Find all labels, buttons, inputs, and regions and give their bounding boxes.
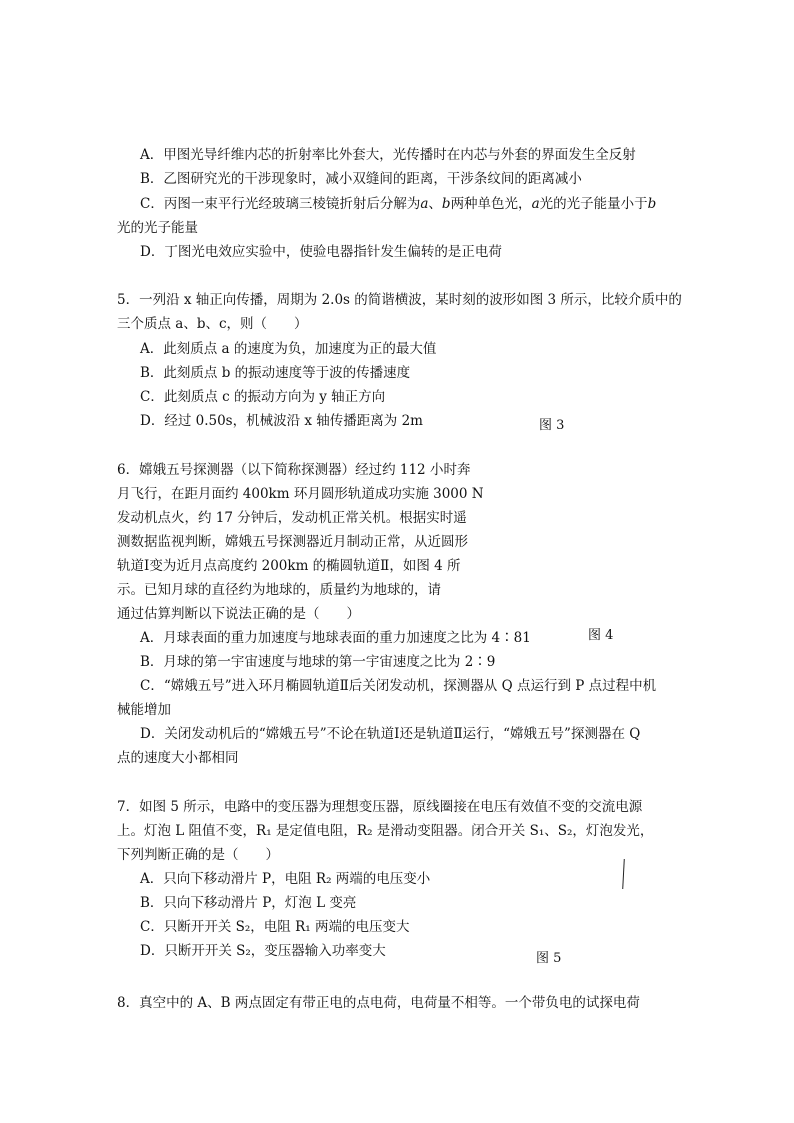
q7-option-b: B．只向下移动滑片 P，灯泡 L 变亮: [140, 895, 357, 911]
q4-option-c-a2: a: [531, 196, 540, 212]
q4-option-c-a: a: [420, 196, 429, 212]
q4-option-d: D．丁图光电效应实验中，使验电器指针发生偏转的是正电荷: [140, 244, 502, 260]
q5-option-c: C．此刻质点 c 的振动方向为 y 轴正方向: [140, 389, 386, 405]
q7-stem-line1: 7．如图 5 所示，电路中的变压器为理想变压器，原线圈接在电压有效值不变的交流电源: [117, 799, 643, 815]
q4-option-c-cont: 光的光子能量: [117, 220, 198, 236]
figure-3-label: 图 3: [539, 418, 565, 433]
figure-5-fragment: [622, 859, 625, 889]
q6-option-d-line2: 点的速度大小都相同: [117, 750, 239, 766]
figure-5-label: 图 5: [536, 951, 562, 966]
q6-stem-line2: 月飞行，在距月面约 400km 环月圆形轨道成功实施 3000 N: [117, 486, 484, 502]
q6-stem-line5: 轨道Ⅰ变为近月点高度约 200km 的椭圆轨道Ⅱ，如图 4 所: [117, 558, 461, 574]
q4-option-c-text: C．丙图一束平行光经玻璃三棱镜折射后分解为: [140, 196, 421, 212]
q6-stem-line6: 示。已知月球的直径约为地球的，质量约为地球的，请: [117, 582, 441, 598]
q6-stem-line4: 测数据监视判断，嫦娥五号探测器近月制动正常，从近圆形: [117, 534, 468, 550]
q7-stem-line3: 下列判断正确的是（ ）: [117, 847, 279, 863]
q6-option-b: B．月球的第一宇宙速度与地球的第一宇宙速度之比为 2∶9: [140, 654, 496, 670]
q4-option-c: [140, 194, 656, 214]
q5-option-d: D．经过 0.50s，机械波沿 x 轴传播距离为 2m: [140, 413, 423, 429]
q6-stem-line3: 发动机点火，约 17 分钟后，发动机正常关机。根据实时遥: [117, 510, 467, 526]
q5-stem-line2: 三个质点 a、b、c，则（ ）: [117, 316, 308, 332]
q8-stem-line1: 8．真空中的 A、B 两点固定有带正电的点电荷，电荷量不相等。一个带负电的试探电荷: [117, 995, 640, 1011]
q6-option-a: A．月球表面的重力加速度与地球表面的重力加速度之比为 4∶81: [140, 630, 531, 646]
q6-option-c-line1: C．“嫦娥五号”进入环月椭圆轨道Ⅱ后关闭发动机，探测器从 Q 点运行到 P 点过程中机: [140, 678, 657, 694]
q7-option-c: C．只断开开关 S₂，电阻 R₁ 两端的电压变大: [140, 919, 410, 935]
q4-option-a: A．甲图光导纤维内芯的折射率比外套大，光传播时在内芯与外套的界面发生全反射: [140, 147, 636, 163]
q5-option-b: B．此刻质点 b 的振动速度等于波的传播速度: [140, 365, 411, 381]
q4-option-b: B．乙图研究光的干涉现象时，减小双缝间的距离，干涉条纹间的距离减小: [140, 171, 582, 187]
q4-option-c-b: b: [441, 196, 451, 212]
q7-option-d: D．只断开开关 S₂，变压器输入功率变大: [140, 943, 386, 959]
q4-option-c-mid: 两种单色光，: [450, 196, 532, 212]
q4-option-c-b2: b: [647, 196, 657, 212]
q5-option-a: A．此刻质点 a 的速度为负，加速度为正的最大值: [140, 341, 437, 357]
q7-option-a: A．只向下移动滑片 P，电阻 R₂ 两端的电压变小: [140, 871, 431, 887]
q5-stem-line1: 5．一列沿 x 轴正向传播，周期为 2.0s 的简谐横波，某时刻的波形如图 3 所示，比较介质中的: [117, 292, 682, 308]
q4-option-c-tail: 光的光子能量小于: [539, 196, 648, 212]
q6-stem-line1: 6．嫦娥五号探测器（以下简称探测器）经过约 112 小时奔: [117, 462, 471, 478]
q7-stem-line2: 上。灯泡 L 阻值不变，R₁ 是定值电阻，R₂ 是滑动变阻器。闭合开关 S₁、S₂，灯泡发光，: [117, 823, 654, 839]
q4-option-c-sep: 、: [428, 196, 442, 212]
figure-4-label: 图 4: [588, 628, 614, 643]
q6-option-c-line2: 械能增加: [117, 702, 171, 718]
q6-stem-line7: 通过估算判断以下说法正确的是（ ）: [117, 606, 360, 622]
q6-option-d-line1: D．关闭发动机后的“嫦娥五号”不论在轨道Ⅰ还是轨道Ⅱ运行，“嫦娥五号”探测器在 Q: [140, 726, 641, 742]
